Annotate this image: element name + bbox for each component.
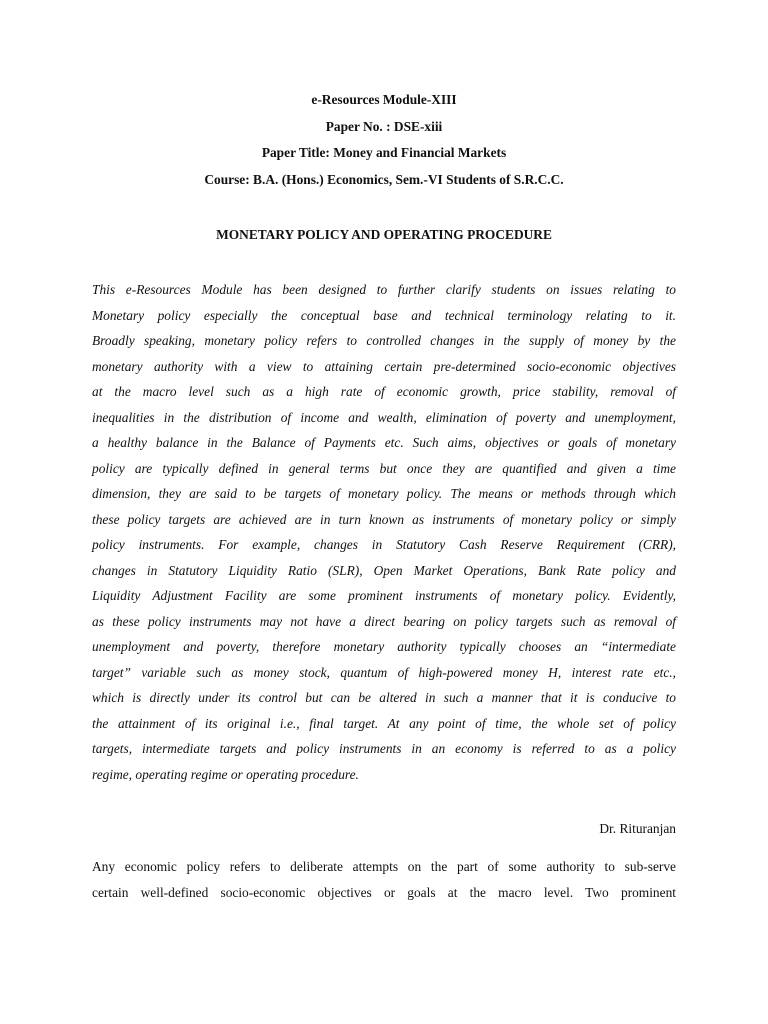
course-line: Course: B.A. (Hons.) Economics, Sem.-VI Students of S.R.C.C. xyxy=(204,171,564,187)
text-line: This e-Resources Module has been designed to further clarify students on issues relating to xyxy=(92,282,676,297)
text-line: policy are typically defined in general terms but once they are quantified and given a time xyxy=(92,460,676,476)
text-line: inequalities in the distribution of income and wealth, elimination of poverty and unemployment, xyxy=(92,409,676,425)
text-line: at the macro level such as a high rate of economic growth, price stability, removal of xyxy=(92,384,676,399)
text-line: changes in Statutory Liquidity Ratio (SLR), Open Market Operations, Bank Rate policy and xyxy=(92,562,676,578)
text-line: these policy targets are achieved are in turn known as instruments of monetary policy or simply xyxy=(92,511,676,527)
text-line: Liquidity Adjustment Facility are some prominent instruments of monetary policy. Evidently, xyxy=(92,588,676,603)
text-line: dimension, they are said to be targets of monetary policy. The means or methods through which xyxy=(92,486,676,501)
text-line: the attainment of its original i.e., final target. At any point of time, the whole set of policy xyxy=(92,715,676,731)
text-line: targets, intermediate targets and policy instruments in an economy is referred to as a policy xyxy=(92,741,676,756)
text-line: policy instruments. For example, changes in Statutory Cash Reserve Requirement (CRR), xyxy=(92,537,676,552)
text-line: unemployment and poverty, therefore monetary authority typically chooses an “intermediate xyxy=(92,639,676,654)
paper-title: Paper Title: Money and Financial Markets xyxy=(261,145,507,160)
text-line: Any economic policy refers to deliberate attempts on the part of some authority to sub-serve xyxy=(92,859,676,874)
text-line: regime, operating regime or operating procedure. xyxy=(92,766,359,782)
text-line: Monetary policy especially the conceptual base and technical terminology relating to it. xyxy=(92,307,676,323)
paper-number: Paper No. : DSE-xiii xyxy=(325,118,443,134)
text-line: which is directly under its control but can be altered in such a manner that it is conducive to xyxy=(92,690,676,705)
author-name: Dr. Rituranjan xyxy=(599,821,676,836)
document-header xyxy=(0,87,768,193)
text-line: as these policy instruments may not have a direct bearing on policy targets such as removal of xyxy=(92,613,676,629)
text-line: Broadly speaking, monetary policy refers to controlled changes in the supply of money by the xyxy=(92,333,676,348)
text-line: a healthy balance in the Balance of Payments etc. Such aims, objectives or goals of monetary xyxy=(92,435,676,450)
module-title: e-Resources Module-XIII xyxy=(311,92,457,107)
section-title: MONETARY POLICY AND OPERATING PROCEDURE xyxy=(216,227,552,242)
text-line: monetary authority with a view to attaining certain pre-determined socio-economic objectives xyxy=(92,358,676,374)
abstract-paragraph xyxy=(92,277,676,787)
text-line: target” variable such as money stock, quantum of high-powered money H, interest rate etc., xyxy=(92,664,676,680)
text-line: certain well-defined socio-economic objectives or goals at the macro level. Two prominent xyxy=(92,884,676,900)
body-paragraph xyxy=(92,854,676,905)
